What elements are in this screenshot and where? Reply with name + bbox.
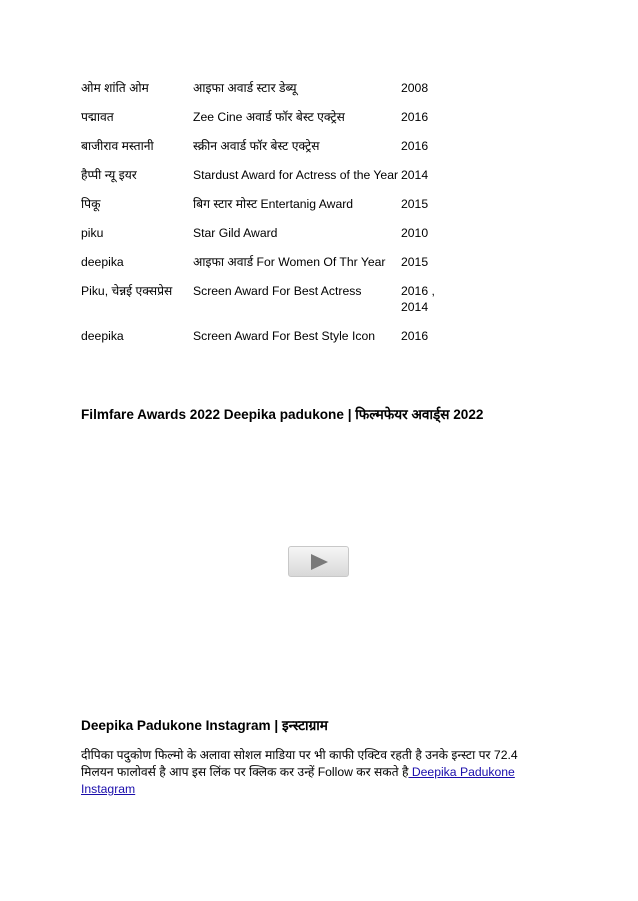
award-film: ओम शांति ओम <box>81 81 149 95</box>
award-row <box>81 196 551 212</box>
filmfare-heading: Filmfare Awards 2022 Deepika padukone | फिल्मफेयर अवार्ड्स 2022 <box>81 407 484 422</box>
award-name: आइफा अवार्ड For Women Of Thr Year <box>193 255 386 269</box>
award-row <box>81 138 551 154</box>
award-name: Stardust Award for Actress of the Year <box>193 168 399 182</box>
award-film: हैप्पी न्यू इयर <box>81 168 137 182</box>
award-year: 2010 <box>401 226 429 240</box>
award-row <box>81 225 551 241</box>
video-player[interactable] <box>288 546 349 577</box>
award-year: 2016 <box>401 110 429 124</box>
award-year: 2008 <box>401 81 429 95</box>
award-film: पिकू <box>81 197 101 211</box>
award-film: पद्मावत <box>81 110 114 124</box>
award-year: 2016 <box>401 139 429 153</box>
instagram-text: दीपिका पदुकोण फिल्मो के अलावा सोशल माडिया पर भी काफी एक्टिव रहती है उनके इन्स्टा पर 72.4 मिलयन फालोवर्स है आप इस लिंक पर क्लिक कर उन्हें Follow कर सकते है <box>81 748 518 779</box>
award-film: piku <box>81 226 104 240</box>
award-name: बिग स्टार मोस्ट Entertanig Award <box>193 197 354 211</box>
award-year: 2015 <box>401 197 429 211</box>
award-row <box>81 254 551 270</box>
award-row <box>81 109 551 125</box>
award-film: बाजीराव मस्तानी <box>81 139 154 153</box>
award-name: Screen Award For Best Style Icon <box>193 329 375 343</box>
instagram-heading: Deepika Padukone Instagram | इन्स्टाग्राम <box>81 718 328 733</box>
award-name: आइफा अवार्ड स्टार डेब्यू <box>193 81 297 95</box>
instagram-paragraph <box>81 747 551 798</box>
award-film: Piku, चेन्नई एक्सप्रेस <box>81 284 173 298</box>
award-year: 2015 <box>401 255 429 269</box>
award-name: Screen Award For Best Actress <box>193 284 362 298</box>
award-row <box>81 80 551 96</box>
award-film: deepika <box>81 255 124 269</box>
awards-table <box>81 80 551 357</box>
award-name: Star Gild Award <box>193 226 278 240</box>
award-year: 2016 <box>401 329 429 343</box>
award-year: 2016 , 2014 <box>401 284 435 314</box>
instagram-link[interactable]: Deepika Padukone Instagram <box>81 765 515 796</box>
award-row <box>81 283 551 315</box>
award-film: deepika <box>81 329 124 343</box>
play-icon <box>309 553 329 571</box>
award-name: स्क्रीन अवार्ड फॉर बेस्ट एक्ट्रेस <box>193 139 320 153</box>
award-year: 2014 <box>401 168 429 182</box>
award-row <box>81 167 551 183</box>
award-row <box>81 328 551 344</box>
award-name: Zee Cine अवार्ड फॉर बेस्ट एक्ट्रेस <box>193 110 345 124</box>
